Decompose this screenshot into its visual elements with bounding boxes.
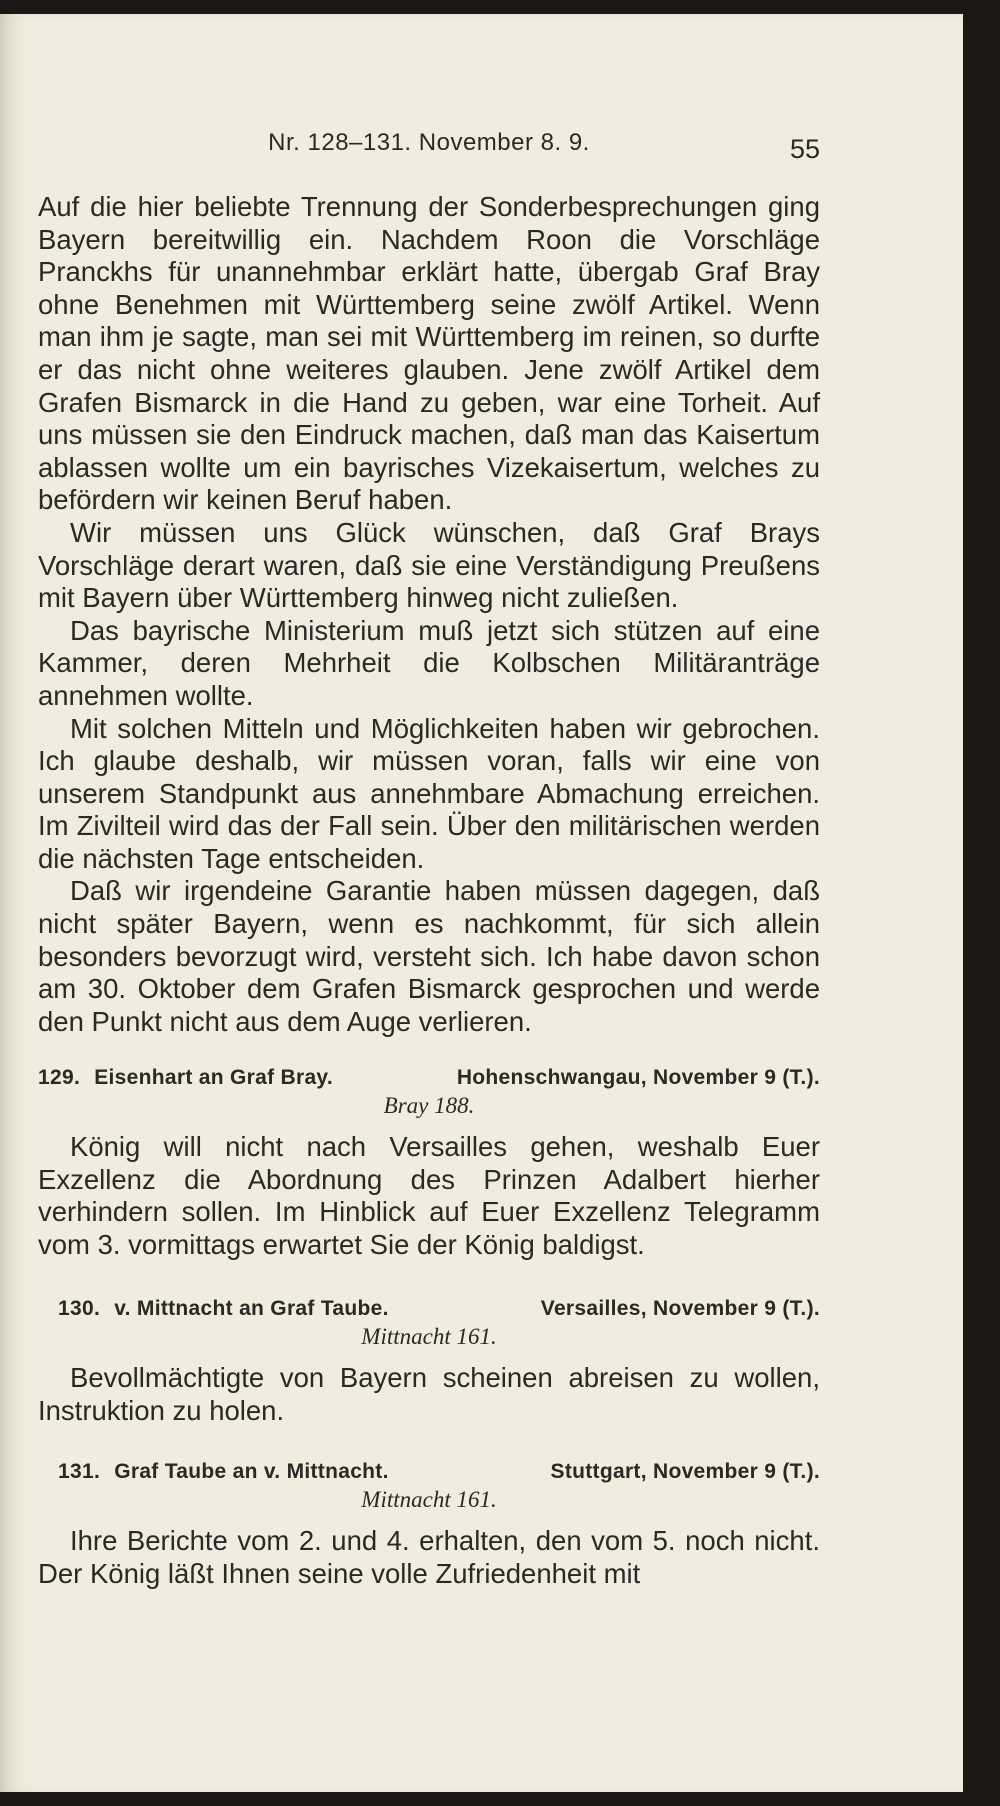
paragraph: Ihre Berichte vom 2. und 4. erhalten, den vom 5. noch nicht. Der König läßt Ihnen seine volle Zufriedenheit mit — [38, 1525, 820, 1589]
document-place-date: Stuttgart, November 9 (T.). — [550, 1460, 820, 1483]
document-number: 131. — [58, 1460, 101, 1483]
paragraph: Daß wir irgendeine Garantie haben müssen dagegen, daß nicht später Bayern, wenn es nachkommt, für sich allein besonders bevorzugt wird, versteht sich. Ich habe davon schon am 30. Oktober dem Grafen Bismarck gesprochen und werde den Punkt nicht aus dem Auge verlieren. — [38, 875, 820, 1037]
document-sender-recipient: Graf Taube an v. Mittnacht. — [114, 1460, 389, 1483]
running-head-title: Nr. 128–131. November 8. 9. — [268, 129, 590, 156]
page-number: 55 — [789, 134, 820, 164]
document-place-date: Versailles, November 9 (T.). — [540, 1297, 820, 1320]
document-text — [38, 1362, 820, 1427]
book-page — [0, 14, 963, 1792]
document-text — [38, 1525, 820, 1590]
document-sender-recipient: v. Mittnacht an Graf Taube. — [114, 1297, 389, 1320]
document-heading — [38, 1066, 820, 1090]
document-sender-recipient: Eisenhart an Graf Bray. — [94, 1066, 333, 1089]
document-text — [38, 1131, 820, 1261]
paragraph: Mit solchen Mitteln und Möglichkeiten haben wir gebrochen. Ich glaube deshalb, wir müssen voran, falls wir eine von unserem Standpunkt aus annehmbare Abmachung erreichen. Im Zivilteil wird das der Fall sein. Über den militärischen werden die nächsten Tage entscheiden. — [38, 712, 820, 874]
paragraph: Das bayrische Ministerium muß jetzt sich stützen auf eine Kammer, deren Mehrheit die Kolbschen Militäranträge annehmen wollte. — [38, 614, 820, 711]
document-number: 130. — [58, 1297, 101, 1320]
running-head — [38, 115, 820, 164]
document-place-date: Hohenschwangau, November 9 (T.). — [456, 1066, 820, 1089]
paragraph: König will nicht nach Versailles gehen, weshalb Euer Exzellenz die Abordnung des Prinzen Adalbert hierher verhindern sollen. Im Hinblick auf Euer Exzellenz Telegramm vom 3. vormittags erwartet Sie der König baldigst. — [38, 1131, 820, 1260]
document-number: 129. — [38, 1066, 81, 1089]
paragraph: Wir müssen uns Glück wünschen, daß Graf Brays Vorschläge derart waren, daß sie eine Verständigung Preußens mit Bayern über Württemberg hinweg nicht zuließen. — [38, 516, 820, 614]
paragraph: Bevollmächtigte von Bayern scheinen abreisen zu wollen, Instruktion zu holen. — [38, 1362, 820, 1426]
document-reference: Mittnacht 161. — [361, 1324, 497, 1349]
document-heading — [38, 1460, 820, 1484]
paragraph: Auf die hier beliebte Trennung der Sonderbesprechungen ging Bayern bereitwillig ein. Nachdem Roon die Vorschläge Pranckhs für unannehmbar erklärt hatte, übergab Graf Bray ohne Benehmen mit Württemberg seine zwölf Artikel. Wenn man ihm je sagte, man sei mit Württemberg im reinen, so durfte er das nicht ohne weiteres glauben. Jene zwölf Artikel dem Grafen Bismarck in die Hand zu geben, war eine Torheit. Auf uns müssen sie den Eindruck machen, daß man das Kaisertum ablassen wollte um ein bayrisches Vizekaisertum, welches zu befördern wir keinen Beruf haben. — [38, 191, 820, 516]
document-129 — [38, 1066, 820, 1261]
document-reference: Mittnacht 161. — [361, 1487, 497, 1512]
document-reference: Bray 188. — [383, 1093, 475, 1118]
document-heading — [38, 1297, 820, 1321]
continued-text — [38, 191, 820, 1038]
document-130 — [38, 1297, 820, 1427]
document-131 — [38, 1460, 820, 1590]
